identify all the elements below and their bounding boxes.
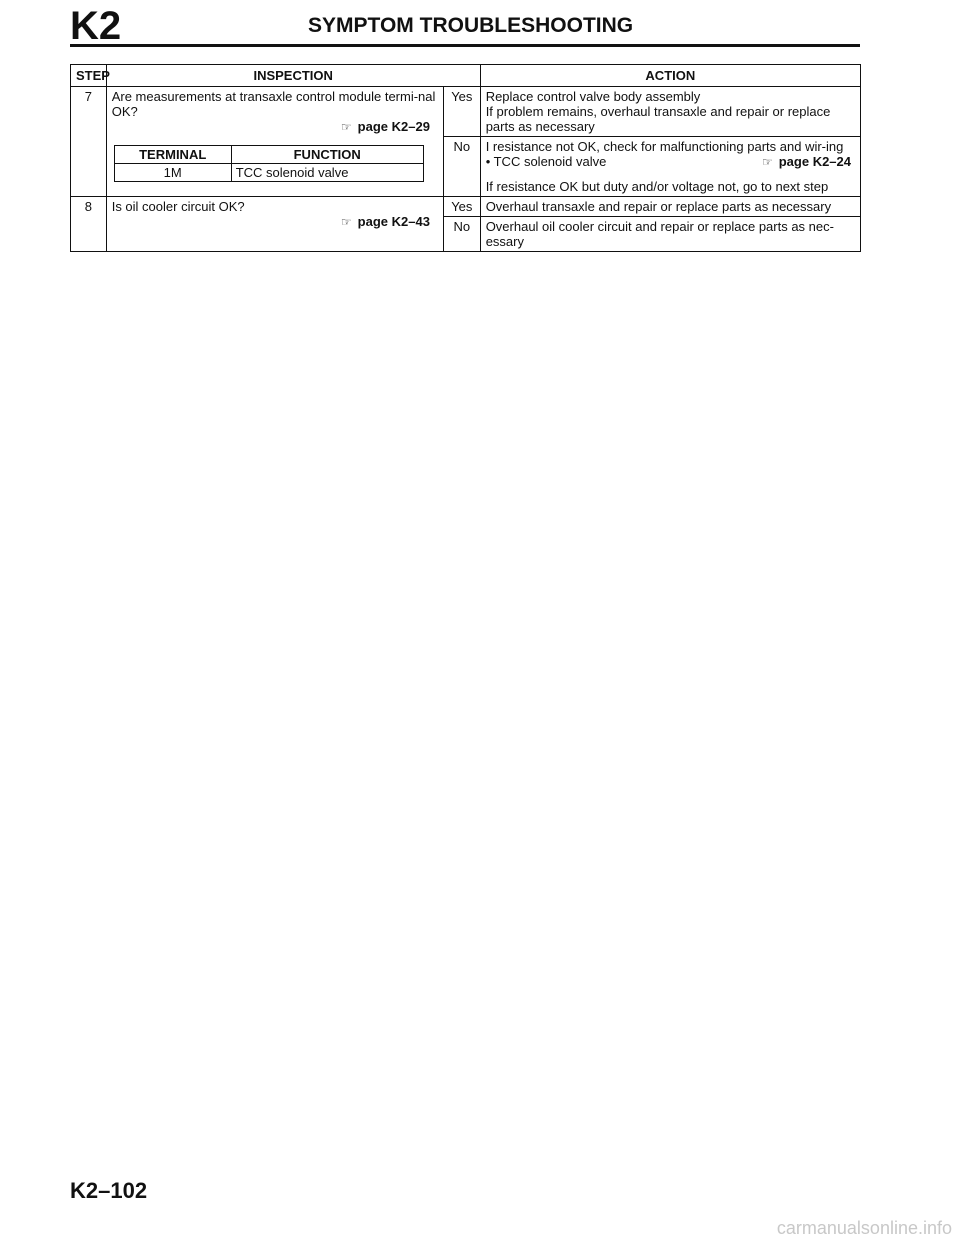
action-cell <box>480 217 860 252</box>
page-reference-text: page K2–29 <box>357 119 430 134</box>
action-bullet <box>486 154 855 170</box>
pointing-hand-icon: ☞ <box>340 120 352 134</box>
bullet-text: • TCC solenoid valve <box>485 154 607 169</box>
page-reference <box>762 154 855 170</box>
pointing-hand-icon: ☞ <box>340 215 352 229</box>
action-cell <box>480 87 860 137</box>
step-number: 7 <box>71 87 107 197</box>
result-no: No <box>443 217 480 252</box>
action-line: Overhaul oil cooler circuit and repair or replace parts as nec-essary <box>485 219 834 249</box>
action-column-header: ACTION <box>480 65 860 87</box>
action-note: If resistance OK but duty and/or voltage not, go to next step <box>485 179 829 194</box>
page-title: SYMPTOM TROUBLESHOOTING <box>308 14 634 37</box>
result-no: No <box>443 137 480 197</box>
action-line: Replace control valve body assembly <box>485 89 701 104</box>
pointing-hand-icon: ☞ <box>761 155 773 169</box>
table-header-row <box>71 65 861 87</box>
troubleshooting-table <box>70 64 861 252</box>
terminal-table <box>114 145 424 182</box>
inspection-cell <box>106 87 443 197</box>
inspection-text: Is oil cooler circuit OK? <box>111 199 245 214</box>
page-reference-text: page K2–24 <box>778 154 851 169</box>
inspection-column-header: INSPECTION <box>106 65 480 87</box>
header-rule <box>70 44 860 47</box>
action-cell <box>480 137 860 197</box>
action-cell <box>480 197 860 217</box>
action-line: I resistance not OK, check for malfunctioning parts and wir-ing <box>485 139 844 154</box>
table-row <box>71 87 861 137</box>
function-value: TCC solenoid valve <box>231 164 423 182</box>
page-reference <box>112 214 438 230</box>
page-reference-text: page K2–43 <box>357 214 430 229</box>
inspection-cell <box>106 197 443 252</box>
function-header: FUNCTION <box>231 146 423 164</box>
page-number: K2–102 <box>70 1178 148 1203</box>
action-line: Overhaul transaxle and repair or replace parts as necessary <box>485 199 832 214</box>
table-row <box>71 197 861 217</box>
step-column-header: STEP <box>71 65 107 87</box>
step-number: 8 <box>71 197 107 252</box>
page-reference <box>112 119 438 135</box>
watermark: carmanualsonline.info <box>776 1218 952 1238</box>
inspection-text: Are measurements at transaxle control module termi-nal OK? <box>111 89 436 119</box>
table-row <box>114 164 423 182</box>
action-line: If problem remains, overhaul transaxle and repair or replace parts as necessary <box>485 104 831 134</box>
result-yes: Yes <box>443 87 480 137</box>
terminal-header: TERMINAL <box>114 146 231 164</box>
result-yes: Yes <box>443 197 480 217</box>
section-code: K2 <box>70 4 122 48</box>
terminal-value: 1M <box>114 164 231 182</box>
